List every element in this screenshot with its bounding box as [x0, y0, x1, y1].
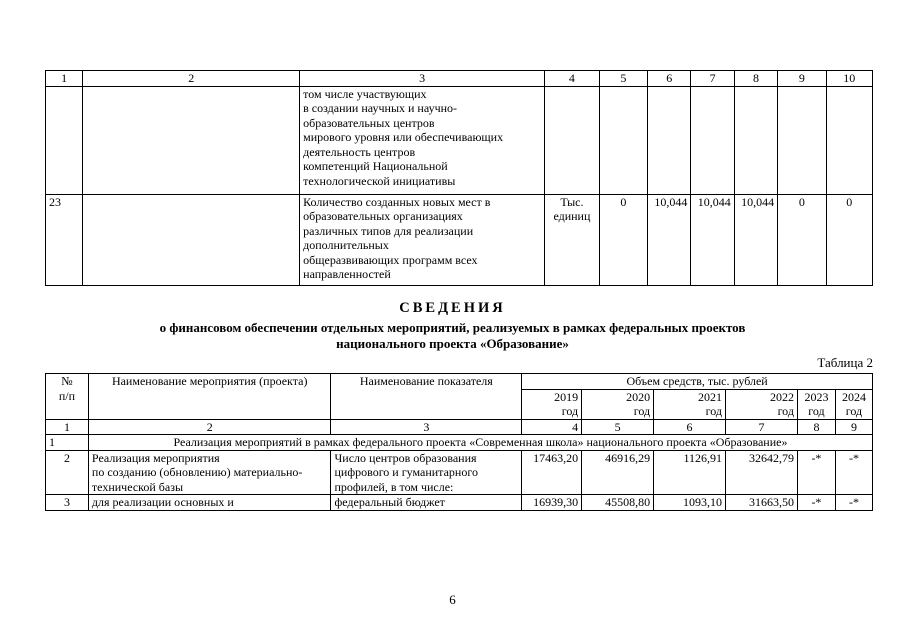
- header-year: 2019 год: [522, 389, 582, 419]
- table-row: [46, 86, 873, 194]
- header-indicator: Наименование показателя: [331, 374, 522, 420]
- col-number-4: 4: [522, 419, 582, 435]
- table-row: [46, 450, 873, 495]
- col-number-1: 1: [46, 419, 89, 435]
- table-header-row: [46, 374, 873, 390]
- document-subtitle-line1: о финансовом обеспечении отдельных мероприятий, реализуемых в рамках федеральных проектов: [159, 320, 746, 335]
- value-cell: 10,044: [734, 194, 777, 285]
- col-number-8: 8: [734, 71, 777, 87]
- table-label: Таблица 2: [817, 355, 873, 370]
- value-cell: 32642,79: [726, 450, 798, 495]
- indicator-name: Число центров образования цифрового и гуманитарного профилей, в том числе:: [331, 450, 522, 495]
- col-number-6: 6: [654, 419, 726, 435]
- col-number-9: 9: [835, 419, 872, 435]
- value-cell: 1093,10: [654, 495, 726, 511]
- row-number: 1: [46, 435, 89, 451]
- row-number: 2: [46, 450, 89, 495]
- header-year: 2023 год: [797, 389, 835, 419]
- indicator-name: федеральный бюджет: [331, 495, 522, 511]
- value-cell: -*: [835, 495, 872, 511]
- value-cell: 16939,30: [522, 495, 582, 511]
- col-number-1: 1: [46, 71, 83, 87]
- header-event: Наименование мероприятия (проекта): [88, 374, 331, 420]
- value-cell: 10,044: [648, 194, 691, 285]
- table-row: [46, 194, 873, 285]
- col-number-9: 9: [778, 71, 826, 87]
- value-cell: 0: [826, 194, 872, 285]
- header-number: № п/п: [46, 374, 89, 420]
- value-cell: -*: [797, 450, 835, 495]
- col-number-7: 7: [691, 71, 734, 87]
- value-cell: 45508,80: [582, 495, 654, 511]
- financing-table: [45, 373, 873, 511]
- value-cell: 0: [778, 194, 826, 285]
- column-numbers-row: [46, 419, 873, 435]
- col-number-5: 5: [599, 71, 647, 87]
- value-cell: 0: [599, 194, 647, 285]
- table-header-row: [46, 71, 873, 87]
- section-row: [46, 435, 873, 451]
- section-title: Реализация мероприятий в рамках федерального проекта «Современная школа» национального проекта «Образование»: [88, 435, 872, 451]
- document-title: СВЕДЕНИЯ: [399, 300, 506, 316]
- col-number-6: 6: [648, 71, 691, 87]
- unit-cell: Тыс. единиц: [545, 194, 599, 285]
- col-number-4: 4: [545, 71, 599, 87]
- col-number-3: 3: [300, 71, 545, 87]
- value-cell: 1126,91: [654, 450, 726, 495]
- header-year: 2022 год: [726, 389, 798, 419]
- col-number-3: 3: [331, 419, 522, 435]
- value-cell: -*: [835, 450, 872, 495]
- col-number-2: 2: [83, 71, 300, 87]
- indicators-table-continued: [45, 70, 873, 286]
- value-cell: 17463,20: [522, 450, 582, 495]
- indicator-text: том числе участвующих в создании научных и научно- образовательных центров мирового уровня или обеспечивающих деятельность центров компетенций Национальной технологической инициативы: [300, 86, 545, 194]
- event-name: для реализации основных и: [88, 495, 331, 511]
- value-cell: 46916,29: [582, 450, 654, 495]
- document-subtitle-line2: национального проекта «Образование»: [336, 336, 569, 351]
- event-name: Реализация мероприятия по созданию (обновлению) материально- технической базы: [88, 450, 331, 495]
- col-number-2: 2: [88, 419, 331, 435]
- col-number-8: 8: [797, 419, 835, 435]
- value-cell: -*: [797, 495, 835, 511]
- row-number: 23: [46, 194, 83, 285]
- page-number: 6: [449, 592, 456, 607]
- value-cell: 31663,50: [726, 495, 798, 511]
- header-year: 2024 год: [835, 389, 872, 419]
- header-year: 2021 год: [654, 389, 726, 419]
- col-number-5: 5: [582, 419, 654, 435]
- indicator-text: Количество созданных новых мест в образовательных организациях различных типов для реализации дополнительных общеразвивающих программ всех направленностей: [300, 194, 545, 285]
- header-year: 2020 год: [582, 389, 654, 419]
- row-number: 3: [46, 495, 89, 511]
- header-volume: Объем средств, тыс. рублей: [522, 374, 873, 390]
- value-cell: 10,044: [691, 194, 734, 285]
- col-number-10: 10: [826, 71, 872, 87]
- col-number-7: 7: [726, 419, 798, 435]
- table-row: [46, 495, 873, 511]
